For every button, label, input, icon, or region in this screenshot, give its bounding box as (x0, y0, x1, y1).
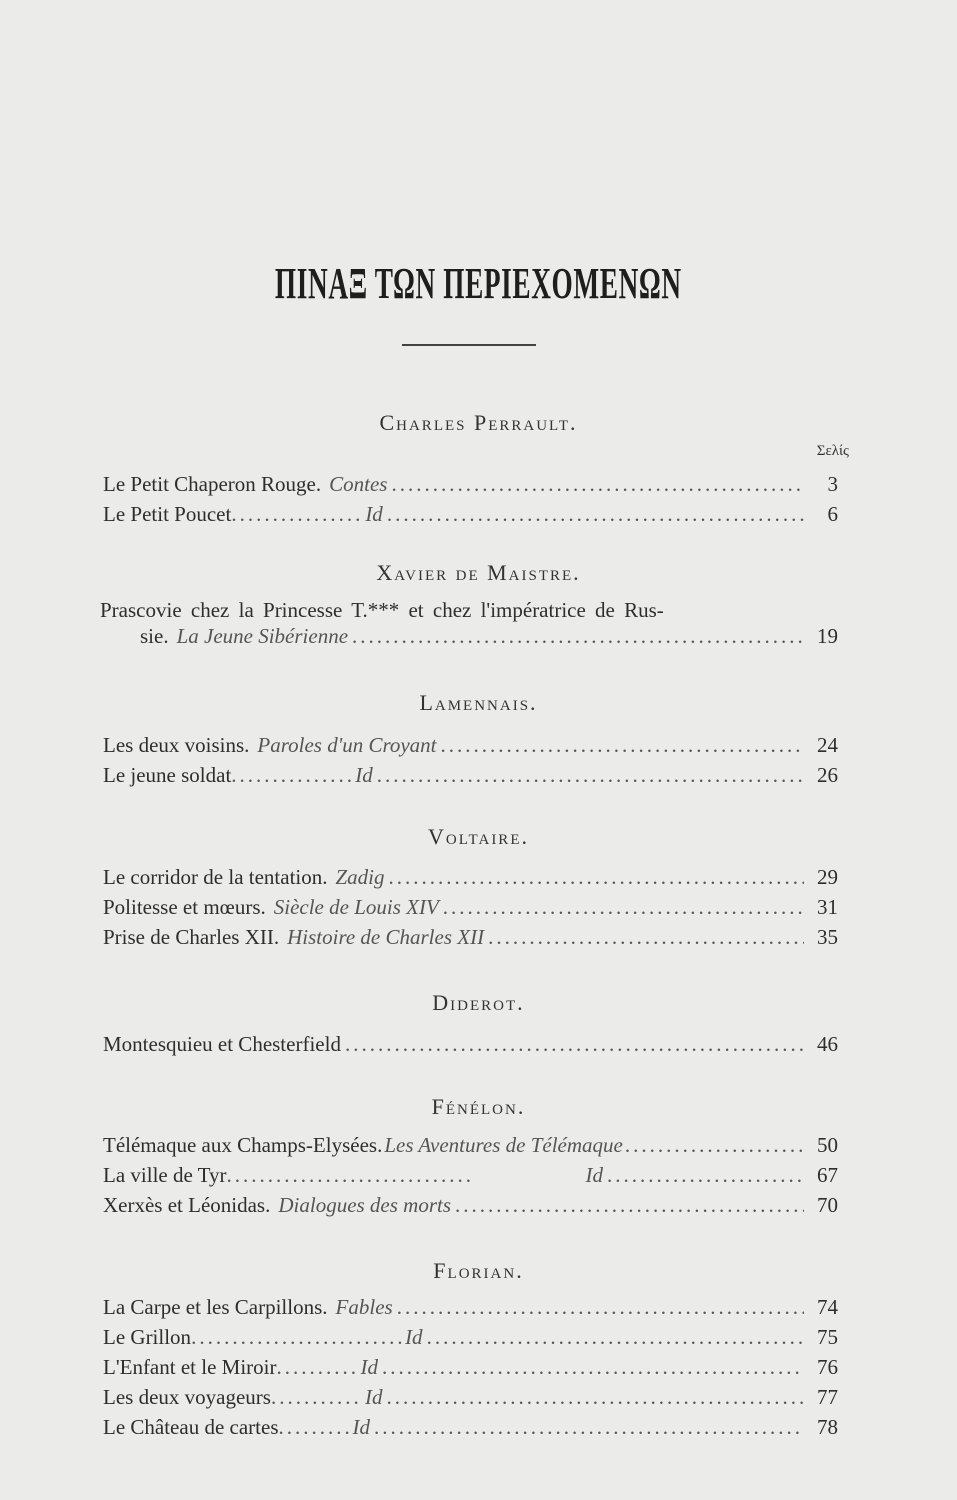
leader-dots (427, 1325, 804, 1350)
entry-page: 19 (817, 624, 838, 648)
entry-work: Id (365, 502, 383, 526)
entry-page: 67 (817, 1163, 838, 1187)
entry-work: Les Aventures de Télémaque (384, 1133, 623, 1157)
entry-page: 50 (817, 1133, 838, 1157)
toc-entry[interactable] (103, 925, 838, 951)
entry-work: Zadig (335, 865, 385, 889)
entry-work: Siècle de Louis XIV (273, 895, 439, 919)
entry-title: Le corridor de la tentation. (103, 865, 328, 889)
entry-work: La Jeune Sibérienne (176, 624, 349, 648)
leader-dots (397, 1295, 804, 1320)
entry-title: Le jeune soldat (103, 763, 232, 787)
entry-work: Id (360, 1355, 378, 1379)
toc-entry[interactable] (103, 1385, 838, 1411)
leader-dots (345, 1032, 804, 1057)
section-heading-fenelon: Fénélon. (431, 1094, 526, 1119)
entry-title: Le Grillon (103, 1325, 192, 1349)
leader-dots (443, 895, 804, 920)
entry-title: Le Petit Chaperon Rouge. (103, 472, 322, 496)
leader-dots (386, 1385, 804, 1410)
toc-entry[interactable] (103, 865, 838, 891)
leader-dots (377, 763, 804, 788)
entry-work: Id (405, 1325, 423, 1349)
entry-title: La ville de Tyr (103, 1163, 227, 1187)
toc-entry[interactable] (103, 502, 838, 528)
page-column-label: Σελίς (816, 443, 849, 459)
entry-title: Télémaque aux Champs-Elysées. (103, 1133, 383, 1157)
leader-dots (441, 733, 804, 758)
leader-dots (374, 1415, 804, 1440)
title-rule (402, 344, 536, 346)
entry-work: Id (355, 763, 373, 787)
entry-page: 35 (817, 925, 838, 949)
toc-entry[interactable] (103, 1032, 838, 1058)
leader-dots (382, 1355, 804, 1380)
leader-dots (231, 502, 361, 527)
leader-dots (352, 624, 804, 649)
section-heading-perrault: Charles Perrault. (379, 410, 578, 435)
entry-page: 29 (817, 865, 838, 889)
section-heading-voltaire: Voltaire. (428, 824, 529, 849)
entry-page: 76 (817, 1355, 838, 1379)
toc-entry[interactable] (103, 1295, 838, 1321)
leader-dots (191, 1325, 401, 1350)
toc-entry[interactable] (103, 1415, 838, 1441)
entry-title: Politesse et mœurs. (103, 895, 266, 919)
toc-entry[interactable] (103, 1193, 838, 1219)
leader-dots (625, 1133, 806, 1158)
toc-entry[interactable] (103, 1355, 838, 1381)
toc-entry[interactable] (103, 1133, 838, 1159)
leader-dots (271, 1385, 361, 1410)
entry-work: Paroles d'un Croyant (257, 733, 437, 757)
leader-dots (391, 472, 804, 497)
section-heading-lamennais: Lamennais. (419, 690, 538, 715)
entry-page: 74 (817, 1295, 838, 1319)
page-title: ΠΙΝΑΞ ΤΩΝ ΠΕΡΙΕΧΟΜΕΝΩΝ (274, 259, 682, 308)
entry-page: 24 (817, 733, 838, 757)
toc-entry[interactable] (103, 733, 838, 759)
entry-page: 46 (817, 1032, 838, 1056)
entry-page: 77 (817, 1385, 838, 1409)
entry-title: Le Château de cartes (103, 1415, 279, 1439)
entry-work: Id (364, 1385, 383, 1409)
entry-page: 31 (817, 895, 838, 919)
entry-title: Xerxès et Léonidas. (103, 1193, 271, 1217)
entry-work: Id (585, 1163, 604, 1187)
entry-work: Contes (329, 472, 388, 496)
leader-dots (276, 1355, 356, 1380)
entry-title: Les deux voisins. (103, 733, 250, 757)
entry-title: Les deux voyageurs (103, 1385, 271, 1409)
entry-title: La Carpe et les Carpillons. (103, 1295, 328, 1319)
entry-page: 70 (817, 1193, 838, 1217)
toc-entry[interactable] (103, 1163, 838, 1189)
section-heading-diderot: Diderot. (432, 990, 525, 1015)
entry-work: Fables (335, 1295, 393, 1319)
entry-title: L'Enfant et le Miroir (103, 1355, 277, 1379)
leader-dots (387, 502, 804, 527)
entry-work: Dialogues des morts (278, 1193, 452, 1217)
leader-dots (488, 925, 804, 950)
entry-title: Le Petit Poucet (103, 502, 232, 526)
entry-page: 3 (827, 472, 838, 496)
toc-entry[interactable] (103, 472, 838, 498)
entry-page: 26 (817, 763, 838, 787)
entry-page: 78 (817, 1415, 838, 1439)
toc-entry[interactable] (103, 1325, 838, 1351)
entry-page: 75 (817, 1325, 838, 1349)
entry-title: sie. (140, 624, 169, 648)
section-heading-florian: Florian. (433, 1258, 524, 1283)
leader-dots (389, 865, 804, 890)
toc-entry[interactable] (103, 895, 838, 921)
leader-dots (607, 1163, 804, 1188)
entry-work: Histoire de Charles XII (287, 925, 485, 949)
section-heading-maistre: Xavier de Maistre. (376, 560, 581, 585)
leader-dots (231, 763, 351, 788)
entry-page: 6 (827, 502, 838, 526)
leader-dots (279, 1415, 349, 1440)
toc-entry[interactable] (103, 763, 838, 789)
toc-entry[interactable] (140, 624, 838, 650)
entry-title: Prise de Charles XII. (103, 925, 280, 949)
entry-title-line1: Prascovie chez la Princesse T.*** et chez l'impératrice de Rus- (100, 598, 664, 622)
leader-dots (227, 1163, 582, 1188)
entry-title: Montesquieu et Chesterfield (103, 1032, 341, 1056)
entry-work: Id (352, 1415, 370, 1439)
leader-dots (455, 1193, 804, 1218)
